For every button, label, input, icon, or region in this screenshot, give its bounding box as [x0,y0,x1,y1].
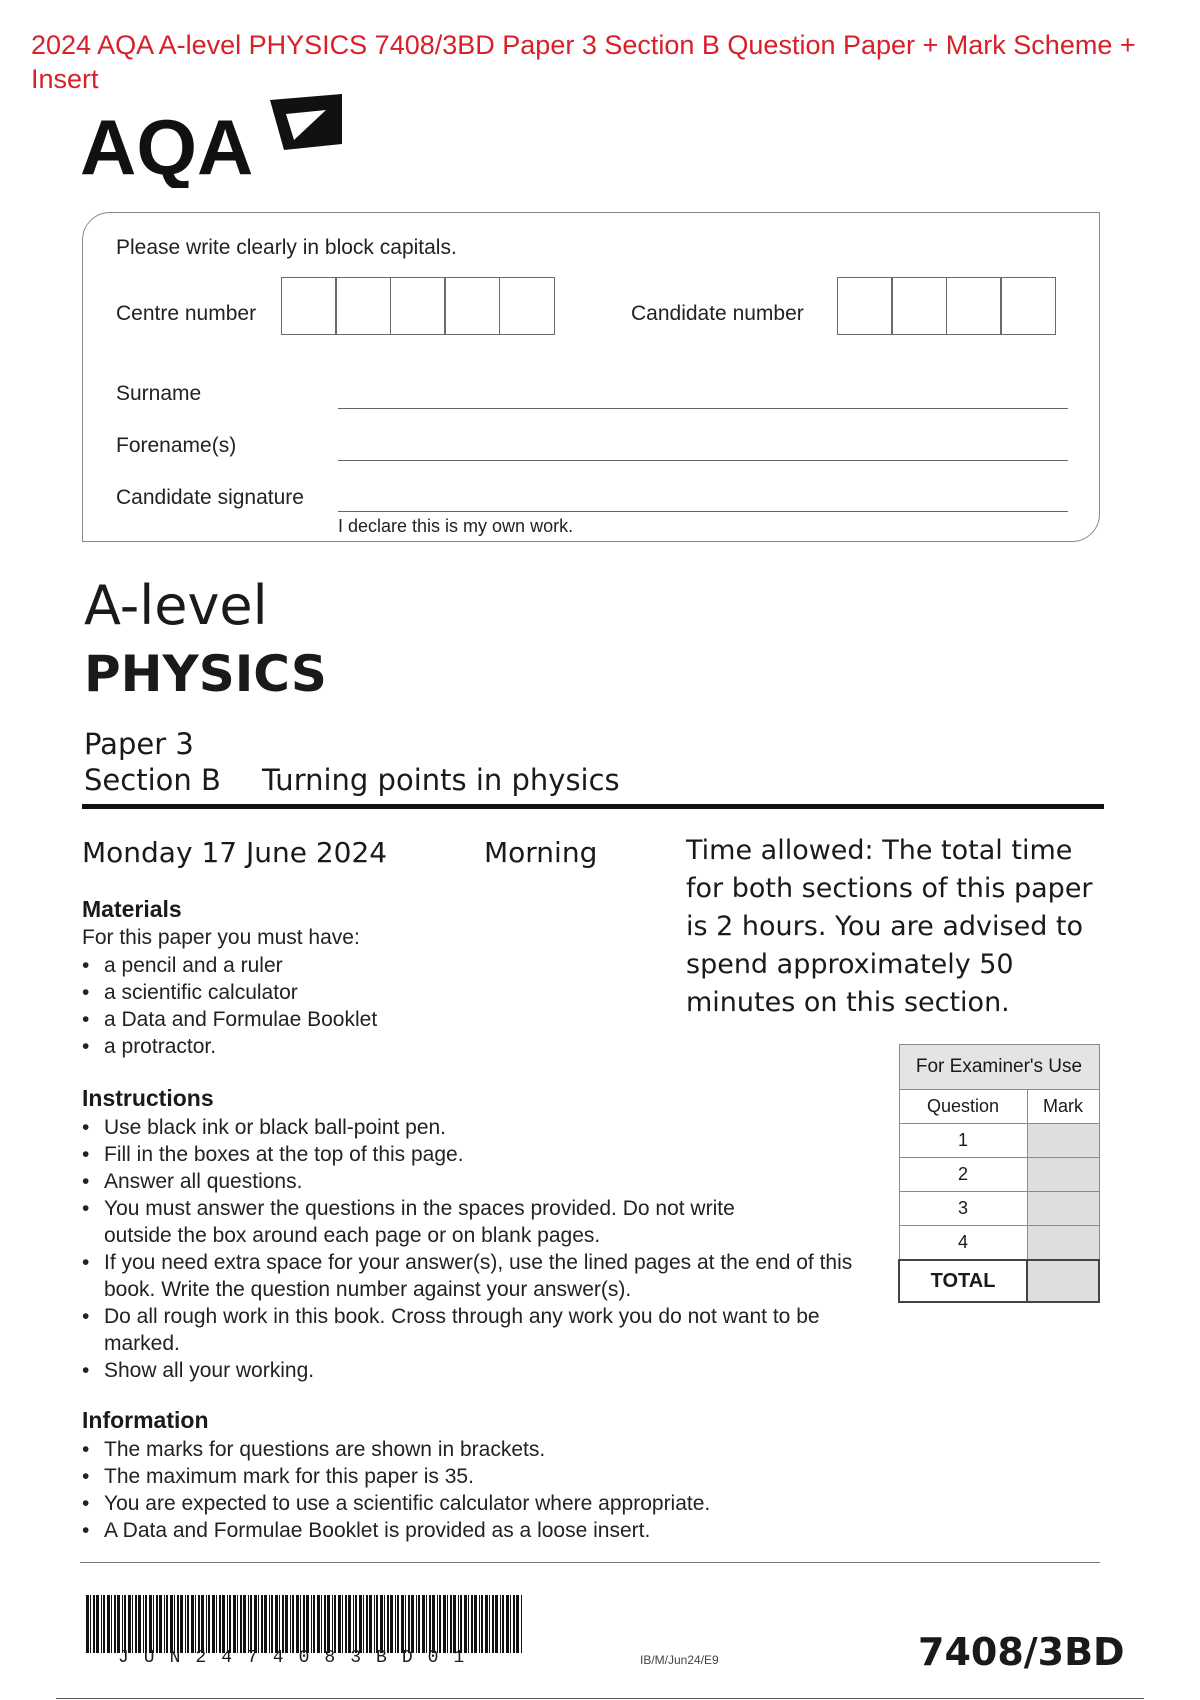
barcode-bar [353,1595,354,1653]
barcode-bar [303,1595,305,1653]
document-title: 2024 AQA A-level PHYSICS 7408/3BD Paper 3 Section B Question Paper + Mark Scheme + Insert [31,30,1136,94]
barcode-bar [166,1595,168,1653]
barcode-bar [397,1595,399,1653]
barcode-bar [90,1595,91,1653]
barcode-bar [416,1595,417,1653]
barcode-bar [418,1595,420,1653]
barcode-bar [374,1595,375,1653]
barcode-bar [338,1595,341,1653]
barcode-bar [275,1595,278,1653]
barcode-bar [135,1595,137,1653]
barcode-bar [292,1595,294,1653]
barcode-bar [187,1595,189,1653]
barcode-bar [395,1595,396,1653]
barcode-bar [355,1595,357,1653]
barcode-bar [474,1595,477,1653]
mark-cell [1027,1124,1099,1158]
barcode-bar [185,1595,186,1653]
time-allowed: Time allowed: The total time for both sections of this paper is 2 hours. You are advised to spend approximately 50 minutes on this section. [686,835,1093,1018]
barcode-bar [237,1595,238,1653]
barcode-bar [132,1595,133,1653]
barcode-bar [384,1595,385,1653]
barcode-bar [464,1595,467,1653]
barcode-bar [282,1595,284,1653]
list-item: • A Data and Formulae Booklet is provided as a loose insert. [82,1517,902,1544]
barcode-bar [103,1595,105,1653]
candidate-number-boxes[interactable] [838,277,1056,335]
barcode-bar [117,1595,120,1653]
centre-digit-box[interactable] [335,277,391,335]
barcode-bar [411,1595,414,1653]
barcode-bar [401,1595,404,1653]
paper-code: 7408/3BD [918,1630,1125,1674]
forename-label: Forename(s) [116,434,237,457]
barcode-bar [107,1595,110,1653]
barcode-bar [311,1595,312,1653]
exam-session: Morning [484,836,598,869]
barcode-bar [485,1595,488,1653]
barcode-bar [489,1595,490,1653]
barcode-bar [149,1595,152,1653]
barcode-bar [216,1595,217,1653]
barcode-bar [443,1595,446,1653]
barcode-bar [153,1595,154,1653]
question-number: 1 [899,1124,1027,1158]
table-row [899,1124,1099,1158]
mark-column-header: Mark [1027,1090,1099,1124]
barcode-bar [327,1595,330,1653]
barcode-bar [229,1595,231,1653]
barcode-bar [261,1595,263,1653]
paper-number: Paper 3 [84,727,194,761]
barcode-bar [510,1595,511,1653]
barcode-bar [458,1595,459,1653]
table-row [899,1192,1099,1226]
table-row [899,1158,1099,1192]
materials-heading: Materials [82,896,182,922]
barcode-bar [271,1595,273,1653]
barcode-bar [313,1595,315,1653]
barcode-bar [426,1595,427,1653]
barcode-bar [342,1595,343,1653]
barcode-bar [96,1595,99,1653]
barcode-bar [321,1595,322,1653]
candidate-digit-box[interactable] [891,277,947,335]
barcode-bar [250,1595,252,1653]
barcode-bar [300,1595,301,1653]
barcode-bar [180,1595,183,1653]
barcode-bar [408,1595,410,1653]
aqa-logo [80,92,350,188]
materials-intro: For this paper you must have: [82,926,360,949]
barcode-bar [439,1595,441,1653]
subject-heading: PHYSICS [84,645,327,703]
barcode-bar [387,1595,389,1653]
list-item: • Answer all questions. [82,1168,882,1195]
barcode-bar [156,1595,158,1653]
total-mark-cell [1027,1260,1099,1302]
barcode-bar [479,1595,480,1653]
aqa-logo-text: AQA [80,103,254,188]
list-item: • a scientific calculator [82,979,377,1006]
list-item: • a protractor. [82,1033,377,1060]
candidate-digit-box[interactable] [1000,277,1056,335]
barcode-bar [296,1595,299,1653]
materials-list [82,952,377,1060]
barcode-bar [481,1595,483,1653]
barcode-bar [93,1595,95,1653]
mark-cell [1027,1192,1099,1226]
barcode-bar [376,1595,378,1653]
barcode-bar [170,1595,173,1653]
question-number: 3 [899,1192,1027,1226]
barcode-bar [240,1595,242,1653]
barcode-bar [174,1595,175,1653]
barcode-bar [492,1595,494,1653]
list-item: • If you need extra space for your answer(s), use the lined pages at the end of this book. Write the question number against your answer(s). [82,1249,894,1303]
barcode-bar [334,1595,336,1653]
information-list [82,1436,902,1544]
information-heading: Information [82,1407,209,1433]
barcode-bar [143,1595,144,1653]
barcode-bar [206,1595,207,1653]
barcode-bar [86,1595,89,1653]
barcode-bar [369,1595,372,1653]
barcode-bar [437,1595,438,1653]
barcode-bar [317,1595,320,1653]
barcode-bar [145,1595,147,1653]
question-column-header: Question [899,1090,1027,1124]
centre-number-boxes[interactable] [282,277,555,335]
barcode-bar [227,1595,228,1653]
question-number: 4 [899,1226,1027,1261]
barcode-bar [279,1595,280,1653]
centre-digit-box[interactable] [499,277,555,335]
barcode-bar [233,1595,236,1653]
barcode-bar [332,1595,333,1653]
page-bottom-rule [56,1698,1144,1699]
table-row [899,1226,1099,1261]
barcode-bar [191,1595,194,1653]
block-capitals-instruction: Please write clearly in block capitals. [116,236,457,259]
barcode-bar [128,1595,131,1653]
barcode-bar [447,1595,448,1653]
mark-cell [1027,1226,1099,1261]
barcode-bar [258,1595,259,1653]
list-item: • Use black ink or black ball-point pen. [82,1114,882,1141]
barcode-bar [366,1595,368,1653]
aqa-flag-logo-icon [270,94,342,150]
barcode-bar [285,1595,288,1653]
barcode [86,1595,526,1653]
barcode-bar [380,1595,383,1653]
barcode-bar [390,1595,393,1653]
barcode-bar [324,1595,326,1653]
examiners-use-table [898,1044,1100,1303]
list-item: • a Data and Formulae Booklet [82,1006,377,1033]
surname-field[interactable] [338,408,1068,409]
section-label: Section B [84,763,221,797]
barcode-bar [264,1595,267,1653]
barcode-bar [208,1595,210,1653]
barcode-bar [124,1595,126,1653]
barcode-bar [521,1595,522,1653]
barcode-bar [453,1595,456,1653]
barcode-bar [429,1595,431,1653]
question-number: 2 [899,1158,1027,1192]
centre-digit-box[interactable] [444,277,500,335]
centre-digit-box[interactable] [390,277,446,335]
barcode-bar [177,1595,179,1653]
barcode-bar [468,1595,469,1653]
barcode-bar [502,1595,504,1653]
barcode-bar [243,1595,246,1653]
barcode-text: JUN2474083BD01 [118,1648,480,1668]
heading-divider [82,804,1104,809]
barcode-bar [111,1595,112,1653]
list-item: • The marks for questions are shown in brackets. [82,1436,902,1463]
exam-date: Monday 17 June 2024 [82,836,388,869]
barcode-bar [471,1595,473,1653]
barcode-bar [159,1595,162,1653]
list-item: • The maximum mark for this paper is 35. [82,1463,902,1490]
surname-label: Surname [116,382,202,405]
barcode-bar [101,1595,102,1653]
mark-cell [1027,1158,1099,1192]
barcode-bar [359,1595,362,1653]
barcode-bar [138,1595,141,1653]
barcode-bar [363,1595,364,1653]
candidate-number-label: Candidate number [631,302,804,325]
barcode-bar [122,1595,123,1653]
level-heading: A-level [84,574,268,637]
instructions-heading: Instructions [82,1085,214,1111]
barcode-bar [269,1595,270,1653]
barcode-bar [195,1595,196,1653]
candidate-digit-box[interactable] [837,277,893,335]
list-item: • You must answer the questions in the spaces provided. Do not write outside the box around each page or on blank pages. [82,1195,804,1249]
table-row [899,1260,1099,1302]
barcode-bar [345,1595,347,1653]
barcode-bar [222,1595,225,1653]
footer-divider [80,1562,1100,1563]
signature-label: Candidate signature [116,486,304,509]
barcode-bar [248,1595,249,1653]
barcode-bar [516,1595,519,1653]
barcode-bar [219,1595,221,1653]
declaration-text: I declare this is my own work. [338,516,574,536]
forename-field[interactable] [338,460,1068,461]
barcode-bar [254,1595,257,1653]
candidate-digit-box[interactable] [946,277,1002,335]
barcode-bar [348,1595,351,1653]
barcode-bar [450,1595,452,1653]
list-item: • Do all rough work in this book. Cross through any work you do not want to be marked. [82,1303,844,1357]
document-reference: IB/M/Jun24/E9 [640,1653,719,1667]
barcode-bar [432,1595,435,1653]
list-item: • Fill in the boxes at the top of this page. [82,1141,882,1168]
centre-digit-box[interactable] [281,277,337,335]
barcode-bar [495,1595,498,1653]
barcode-bar [460,1595,462,1653]
barcode-bar [405,1595,406,1653]
barcode-bar [201,1595,204,1653]
barcode-bar [164,1595,165,1653]
list-item: • Show all your working. [82,1357,882,1384]
barcode-bar [212,1595,215,1653]
instructions-list [82,1114,882,1384]
barcode-bar [422,1595,425,1653]
barcode-bar [500,1595,501,1653]
signature-field[interactable] [338,511,1068,512]
barcode-bar [306,1595,309,1653]
list-item: • You are expected to use a scientific calculator where appropriate. [82,1490,902,1517]
barcode-bar [513,1595,515,1653]
list-item: • a pencil and a ruler [82,952,377,979]
centre-number-label: Centre number [116,302,257,325]
examiners-use-title: For Examiner's Use [899,1045,1099,1090]
total-label: TOTAL [899,1260,1027,1302]
barcode-bar [506,1595,509,1653]
barcode-bar [198,1595,200,1653]
topic-title: Turning points in physics [262,763,620,797]
barcode-bar [290,1595,291,1653]
barcode-bar [114,1595,116,1653]
